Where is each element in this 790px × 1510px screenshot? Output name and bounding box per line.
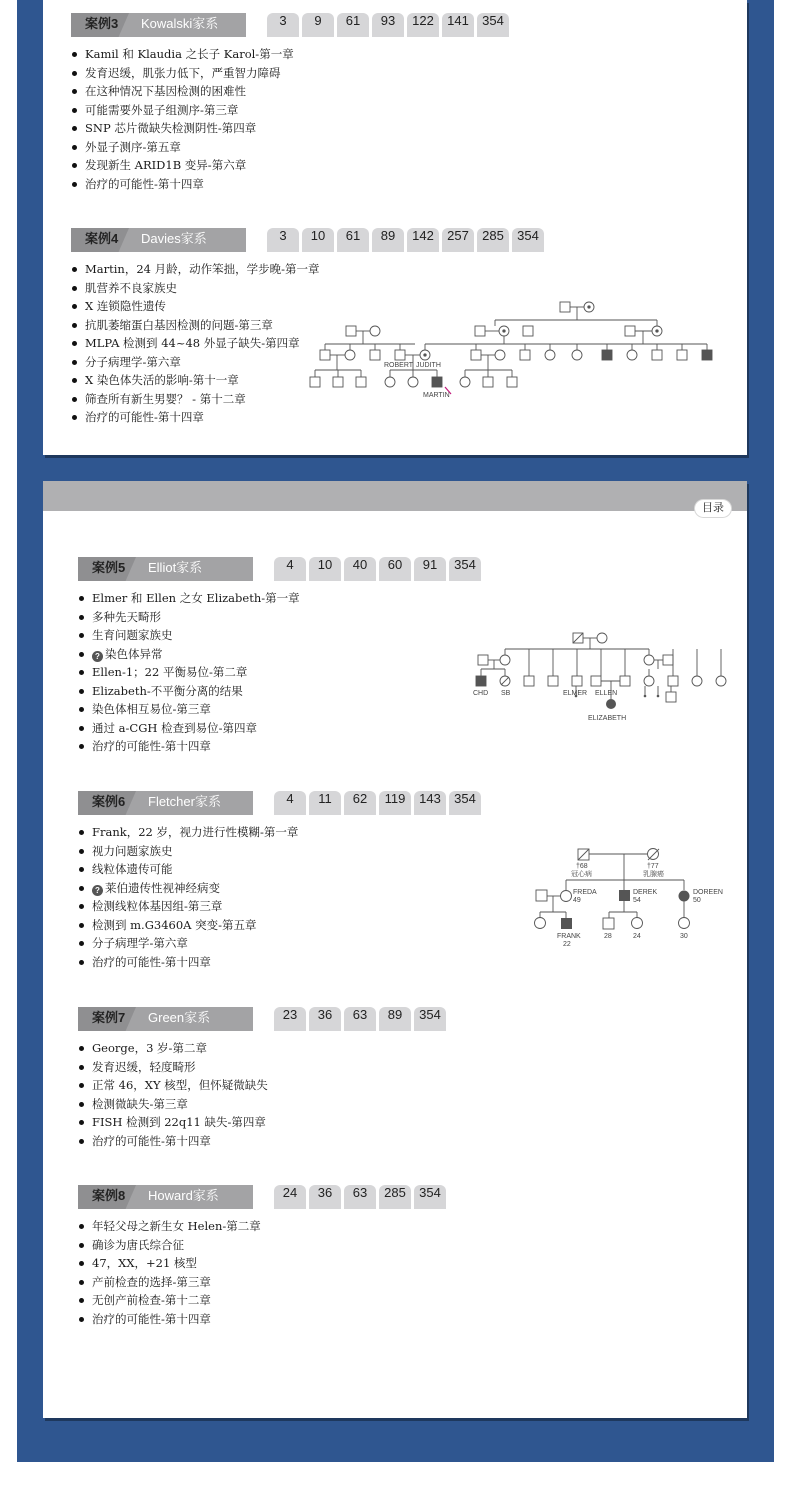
list-item: 无创产前检查-第十二章 [78, 1291, 261, 1310]
page-ref[interactable]: 36 [309, 1185, 341, 1209]
list-item: 分子病理学-第六章 [71, 353, 320, 372]
case-items [71, 260, 320, 427]
list-item: Martin，24 月龄，动作笨拙，学步晚-第一章 [71, 260, 320, 279]
page-ref[interactable]: 143 [414, 791, 446, 815]
page-ref[interactable]: 61 [337, 228, 369, 252]
pedigree-label: †77 [647, 863, 659, 870]
page-ref[interactable]: 61 [337, 13, 369, 37]
list-item: 治疗的可能性-第十四章 [78, 1310, 261, 1329]
davies-pedigree [305, 296, 725, 406]
list-item [78, 879, 298, 898]
page-top-bar [43, 481, 747, 511]
page-ref[interactable]: 119 [379, 791, 411, 815]
question-icon: ? [92, 651, 103, 662]
page-ref[interactable]: 3 [267, 13, 299, 37]
pedigree-label: 28 [604, 933, 612, 940]
page-ref[interactable]: 24 [274, 1185, 306, 1209]
page-refs [274, 557, 481, 581]
list-item: 确诊为唐氏综合征 [78, 1236, 261, 1255]
page-ref[interactable]: 257 [442, 228, 474, 252]
list-item: 治疗的可能性-第十四章 [78, 1132, 268, 1151]
list-item: 染色体相互易位-第三章 [78, 700, 300, 719]
case-number: 案例5 [92, 560, 126, 575]
page-ref[interactable]: 36 [309, 1007, 341, 1031]
pedigree-label: DOREEN [693, 889, 723, 896]
family-name: Fletcher家系 [148, 794, 221, 809]
case-items [71, 45, 294, 193]
list-item: 47，XX，+21 核型 [78, 1254, 261, 1273]
list-item [78, 645, 300, 664]
list-item: 治疗的可能性-第十四章 [78, 953, 298, 972]
page-ref[interactable]: 89 [372, 228, 404, 252]
list-item: 筛查所有新生男婴？ - 第十二章 [71, 390, 320, 409]
family-name: Green家系 [148, 1010, 211, 1025]
page-ref[interactable]: 285 [379, 1185, 411, 1209]
case-items [78, 1217, 261, 1328]
list-item: SNP 芯片微缺失检测阴性-第四章 [71, 119, 294, 138]
list-item: X 染色体失活的影响-第十一章 [71, 371, 320, 390]
list-item: Elizabeth-不平衡分离的结果 [78, 682, 300, 701]
page-refs [267, 13, 509, 37]
page-ref[interactable]: 354 [477, 13, 509, 37]
pedigree-label: 30 [680, 933, 688, 940]
list-item: 治疗的可能性-第十四章 [71, 408, 320, 427]
page-ref[interactable]: 4 [274, 791, 306, 815]
list-item: 检测微缺失-第三章 [78, 1095, 268, 1114]
page-ref[interactable]: 142 [407, 228, 439, 252]
pedigree-label: 49 [573, 897, 581, 904]
page-ref[interactable]: 141 [442, 13, 474, 37]
pedigree-label: SB [501, 690, 511, 697]
page-ref[interactable]: 3 [267, 228, 299, 252]
case-items [78, 823, 298, 971]
page-ref[interactable]: 62 [344, 791, 376, 815]
list-item: 发育迟缓，轻度畸形 [78, 1058, 268, 1077]
pedigree-label: ROBERT [384, 362, 414, 369]
page-ref[interactable]: 4 [274, 557, 306, 581]
list-item: 多种先天畸形 [78, 608, 300, 627]
list-item: X 连锁隐性遗传 [71, 297, 320, 316]
pedigree-label: 50 [693, 897, 701, 904]
case-number: 案例6 [92, 794, 126, 809]
pedigree-label: 冠心病 [571, 871, 592, 878]
pedigree-label: ELMER [563, 690, 588, 697]
list-item: George，3 岁-第二章 [78, 1039, 268, 1058]
pedigree-label: FREDA [573, 889, 597, 896]
page-ref[interactable]: 63 [344, 1007, 376, 1031]
list-item: 生育问题家族史 [78, 626, 300, 645]
list-item-text: 染色体异常 [105, 646, 163, 661]
pedigree-label: 22 [563, 941, 571, 948]
pedigree-label: 乳腺癌 [643, 871, 664, 878]
list-item: 外显子测序-第五章 [71, 138, 294, 157]
list-item: 肌营养不良家族史 [71, 279, 320, 298]
fletcher-pedigree [533, 846, 733, 956]
family-name: Davies家系 [141, 231, 207, 246]
page-ref[interactable]: 285 [477, 228, 509, 252]
list-item: 视力问题家族史 [78, 842, 298, 861]
list-item: Ellen-1；22 平衡易位-第二章 [78, 663, 300, 682]
pedigree-label: †68 [576, 863, 588, 870]
list-item: FISH 检测到 22q11 缺失-第四章 [78, 1113, 268, 1132]
list-item: 抗肌萎缩蛋白基因检测的问题-第三章 [71, 316, 320, 335]
list-item: 产前检查的选择-第三章 [78, 1273, 261, 1292]
list-item: Elmer 和 Ellen 之女 Elizabeth-第一章 [78, 589, 300, 608]
list-item: 检测线粒体基因组-第三章 [78, 897, 298, 916]
pedigree-label: FRANK [557, 933, 581, 940]
case-items [78, 1039, 268, 1150]
page-refs [267, 228, 544, 252]
page-ref[interactable]: 63 [344, 1185, 376, 1209]
case-number: 案例8 [92, 1188, 126, 1203]
page-ref[interactable]: 354 [449, 791, 481, 815]
pedigree-label: 24 [633, 933, 641, 940]
list-item: 检测到 m.G3460A 突变-第五章 [78, 916, 298, 935]
family-name: Howard家系 [148, 1188, 219, 1203]
family-name: Kowalski家系 [141, 16, 219, 31]
family-name: Elliot家系 [148, 560, 203, 575]
pedigree-label: ELIZABETH [588, 715, 627, 722]
list-item-text: 莱伯遗传性视神经病变 [105, 880, 220, 895]
page-refs [274, 791, 481, 815]
page-ref[interactable]: 93 [372, 13, 404, 37]
page-ref[interactable]: 23 [274, 1007, 306, 1031]
list-item: 在这种情况下基因检测的困难性 [71, 82, 294, 101]
page-ref[interactable]: 354 [414, 1007, 446, 1031]
case-number: 案例3 [85, 16, 119, 31]
list-item: 发现新生 ARID1B 变异-第六章 [71, 156, 294, 175]
case-number: 案例7 [92, 1010, 126, 1025]
book-page-2 [43, 481, 747, 1418]
page-ref[interactable]: 122 [407, 13, 439, 37]
pedigree-label: JUDITH [416, 362, 441, 369]
page-refs [274, 1185, 446, 1209]
list-item: 年轻父母之新生女 Helen-第二章 [78, 1217, 261, 1236]
list-item: 发育迟缓，肌张力低下，严重智力障碍 [71, 64, 294, 83]
question-icon: ? [92, 885, 103, 896]
pedigree-label: MARTIN [423, 392, 450, 399]
page-ref[interactable]: 9 [302, 13, 334, 37]
list-item: 治疗的可能性-第十四章 [71, 175, 294, 194]
toc-button[interactable]: 目录 [695, 500, 731, 517]
pedigree-label: DEREK [633, 889, 658, 896]
page-ref[interactable]: 60 [379, 557, 411, 581]
case-items [78, 589, 300, 756]
pedigree-label: ELLEN [595, 690, 618, 697]
page-ref[interactable]: 354 [512, 228, 544, 252]
page-ref[interactable]: 40 [344, 557, 376, 581]
book-page-1 [43, 0, 747, 455]
list-item: 线粒体遗传可能 [78, 860, 298, 879]
page-ref[interactable]: 354 [414, 1185, 446, 1209]
page-ref[interactable]: 89 [379, 1007, 411, 1031]
list-item: MLPA 检测到 44~48 外显子缺失-第四章 [71, 334, 320, 353]
page-ref[interactable]: 10 [302, 228, 334, 252]
page-ref[interactable]: 354 [449, 557, 481, 581]
list-item: Kamil 和 Klaudia 之长子 Karol-第一章 [71, 45, 294, 64]
pedigree-label: CHD [473, 690, 489, 697]
list-item: 通过 a-CGH 检查到易位-第四章 [78, 719, 300, 738]
list-item: 正常 46，XY 核型，但怀疑微缺失 [78, 1076, 268, 1095]
elliot-pedigree [473, 631, 733, 731]
page-ref[interactable]: 91 [414, 557, 446, 581]
list-item: 可能需要外显子组测序-第三章 [71, 101, 294, 120]
case-number: 案例4 [85, 231, 119, 246]
list-item: 分子病理学-第六章 [78, 934, 298, 953]
page-refs [274, 1007, 446, 1031]
list-item: 治疗的可能性-第十四章 [78, 737, 300, 756]
page-ref[interactable]: 10 [309, 557, 341, 581]
list-item: Frank，22 岁，视力进行性模糊-第一章 [78, 823, 298, 842]
pedigree-label: 54 [633, 897, 641, 904]
page-ref[interactable]: 11 [309, 791, 341, 815]
